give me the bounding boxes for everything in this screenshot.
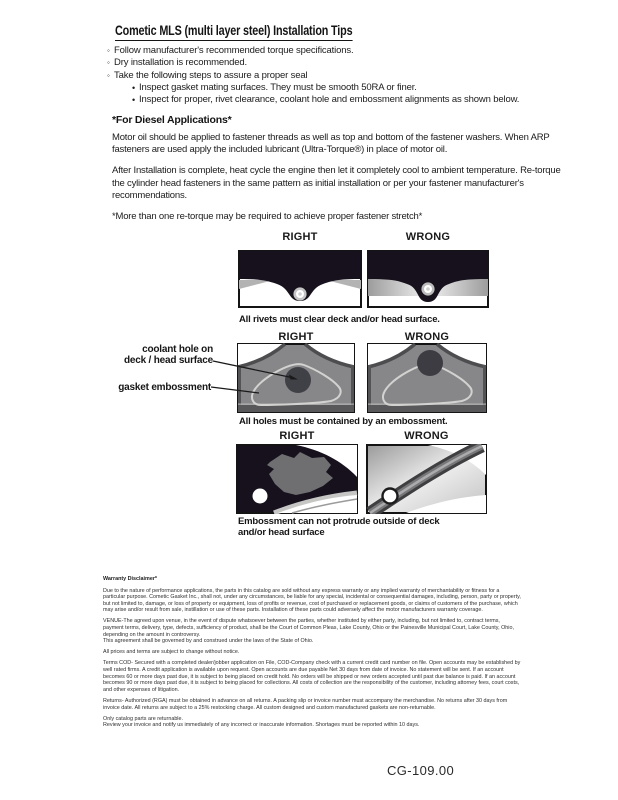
legal-paragraph: This agreement shall be governed by and construed under the laws of the State of Ohio. — [103, 638, 314, 645]
diagram-caption: Embossment can not protrude outside of deck and/or head surface — [238, 516, 440, 538]
embossment-right-diagram — [236, 444, 358, 514]
legal-paragraph: Only catalog parts are returnable. — [103, 715, 184, 722]
section-heading: *For Diesel Applications* — [112, 114, 232, 126]
installation-tips-list — [107, 45, 577, 106]
wrong-label: WRONG — [404, 430, 449, 442]
bullet-dot-icon: • — [132, 95, 136, 106]
page-code: CG-109.00 — [387, 763, 455, 778]
bullet-circle-icon: ◦ — [107, 46, 110, 55]
legal-paragraph: Review your invoice and notify us immediately of any incorrect or inaccurate information. Shortages must be reported within 10 days. — [103, 722, 420, 729]
bolt-hole-icon — [253, 489, 268, 504]
page-title: Cometic MLS (multi layer steel) Installation Tips — [115, 23, 352, 41]
diesel-applications-section — [112, 114, 564, 232]
warranty-disclaimer-section — [103, 576, 521, 729]
right-label: RIGHT — [278, 331, 314, 343]
tip-text: Take the following steps to assure a proper seal — [114, 69, 308, 81]
embossment-wrong-diagram — [366, 444, 487, 514]
legal-paragraph: All prices and terms are subject to change without notice. — [103, 649, 240, 656]
paragraph: Motor oil should be applied to fastener threads as well as top and bottom of the fastener washers. When ARP fasteners are used apply the included lubricant (Ultra-Torque®) in place of motor oil. — [112, 132, 550, 156]
rivet-clearance-wrong-diagram — [367, 250, 489, 308]
bullet-circle-icon: ◦ — [107, 58, 110, 68]
list-item — [107, 70, 577, 82]
paragraph: After Installation is complete, heat cycle the engine then let it completely cool to ambient temperature. Re-torque the cylinder head fasteners in the same pattern as initial installation or per your fastener manufacturer's recommendations. — [112, 165, 561, 201]
coolant-hole-icon — [417, 350, 443, 376]
bullet-dot-icon: • — [132, 82, 136, 93]
coolant-hole-icon — [285, 367, 311, 393]
legal-paragraph: Returns- Authorized (RGA) must be obtained in advance on all returns. A packing slip or invoice number must accompany the merchandise. No returns after 30 days from invoice date. All returns are subject to a 25% restocking charge. All custom designed and custom manufactured gaskets are non-returnable. — [103, 697, 508, 711]
legal-heading: Warranty Disclaimer* — [103, 576, 158, 582]
wrong-label: WRONG — [405, 231, 451, 243]
tip-text: Inspect gasket mating surfaces. They must be smooth 50RA or finer. — [139, 81, 417, 93]
legal-paragraph: VENUE-The agreed upon venue, in the event of dispute whatsoever between the parties, whether instituted by either party, including, but not limited to, contract terms, payment terms, delivery, type, defects, sufficiency of product, shall be the Court of Common Pleas, Lake County, Ohio or the Painesville Municipal Court, Lake County, Ohio, depending on the amount in controversy. — [103, 618, 514, 638]
list-item — [132, 94, 577, 106]
list-item — [107, 57, 577, 69]
wrong-label: WRONG — [404, 331, 450, 343]
tip-text: Inspect for proper, rivet clearance, coolant hole and embossment alignments as shown below. — [139, 94, 520, 106]
retorque-note: *More than one re-torque may be required to achieve proper fastener stretch* — [112, 211, 423, 223]
bullet-circle-icon: ◦ — [107, 70, 110, 80]
legal-paragraph: Due to the nature of performance applications, the parts in this catalog are sold without any express warranty or any implied warranty of merchantability or fitness for a particular purpose. Cometic Gasket Inc., shall not, under any circumstances, be liable for any special, incidental or consequential damages, including, person, party or property, but not limited to, damage, or loss of property or equipment, loss of profits or revenue, cost of purchased or replacement goods, or claims of customers of the purchase, which may arise and/or result from sale, instillation or use of these parts. Installation of these parts could adversely affect the motor manufacturers warranty coverage. — [103, 587, 521, 614]
diagram-caption: All rivets must clear deck and/or head surface. — [239, 314, 440, 325]
coolant-hole-callout: coolant hole on deck / head surface — [123, 344, 213, 366]
right-label: RIGHT — [279, 430, 315, 442]
legal-paragraph: Terms COD- Secured with a completed dealer/jobber application on File, COD-Company check with a current credit card number on file. Open accounts may be established by well rated firms. A credit application is available upon request. Open accounts are due payable Net 30 days from date of invoice. No statement will be sent. If an account becomes 60 or more days past due, it is subject to being placed on credit hold. No orders will be shipped or new orders accepted until past due balance is paid. If an account becomes 90 or more days past due, it is subject to being placed for collections. All costs of collection are the responsibility of the customer, including attorney fees, court costs, and other expenses of litigation. — [103, 660, 521, 693]
coolant-hole-wrong-diagram — [367, 343, 487, 413]
diagram-caption: All holes must be contained by an embossment. — [239, 416, 448, 427]
gasket-embossment-callout: gasket embossment — [118, 382, 211, 393]
bolt-hole-icon — [383, 489, 398, 504]
list-item — [107, 45, 577, 57]
coolant-hole-right-diagram — [237, 343, 355, 413]
right-label: RIGHT — [282, 231, 318, 243]
list-item — [132, 82, 577, 94]
tip-text: Dry installation is recommended. — [114, 57, 248, 69]
tip-text: Follow manufacturer's recommended torque specifications. — [114, 45, 354, 56]
rivet-clearance-right-diagram — [238, 250, 362, 308]
